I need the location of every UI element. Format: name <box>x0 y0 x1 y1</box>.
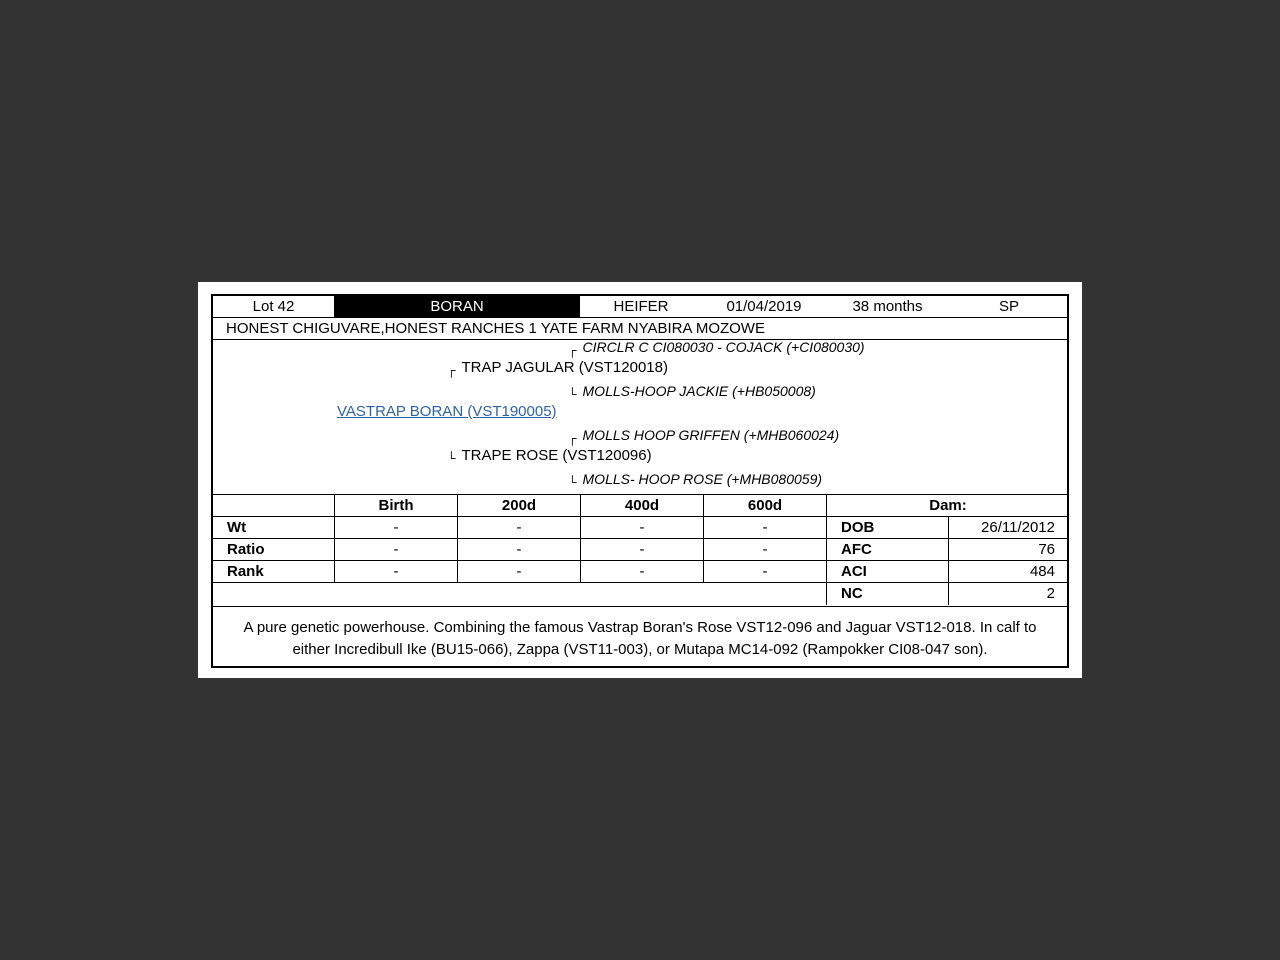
performance-table <box>213 495 1067 605</box>
bracket-top-icon: ┌ <box>568 431 577 445</box>
bracket-bottom-icon: └ <box>568 387 577 401</box>
dam-info-label: AFC <box>826 539 948 561</box>
column-header: 200d <box>457 495 580 517</box>
sire-dam-name: MOLLS-HOOP JACKIE (+HB050008) <box>582 383 816 399</box>
table-cell: - <box>334 517 457 539</box>
row-label: Wt <box>213 517 334 539</box>
table-cell: - <box>457 539 580 561</box>
table-row <box>213 583 1067 605</box>
lot-description <box>213 606 1067 666</box>
table-corner <box>213 495 334 517</box>
lot-sheet <box>198 282 1082 678</box>
pedigree-section <box>213 340 1067 495</box>
sire-sire-name: CIRCLR C CI080030 - COJACK (+CI080030) <box>582 339 865 355</box>
table-cell: - <box>334 539 457 561</box>
sire-line <box>447 358 668 378</box>
code-label: SP <box>998 298 1019 315</box>
table-cell: - <box>457 517 580 539</box>
dam-info-value: 484 <box>948 561 1069 583</box>
table-cell: - <box>580 561 703 583</box>
table-row <box>213 517 1067 539</box>
column-header: 600d <box>703 495 826 517</box>
dam-info-label: ACI <box>826 561 948 583</box>
table-cell: - <box>580 517 703 539</box>
dam-dam-line <box>568 469 822 490</box>
animal-line <box>337 402 557 422</box>
breed-label: BORAN <box>334 296 580 317</box>
description-line-2: either Incredibull Ike (BU15-066), Zappa (VST11-003), or Mutapa MC14-092 (Rampokker CI08-047 son). <box>292 641 988 658</box>
sire-dam-line <box>568 381 816 402</box>
row-label: Rank <box>213 561 334 583</box>
table-header-row <box>213 495 1067 517</box>
owner-address: HONEST CHIGUVARE,HONEST RANCHES 1 YATE FARM NYABIRA MOZOWE <box>226 320 765 337</box>
bracket-bottom-icon: └ <box>568 475 577 489</box>
table-cell: - <box>703 561 826 583</box>
sire-sire-line <box>568 337 865 358</box>
table-blank-cell <box>213 583 826 605</box>
table-cell: - <box>334 561 457 583</box>
description-line-1: A pure genetic powerhouse. Combining the famous Vastrap Boran's Rose VST12-096 and Jaguar VST12-018. In calf to <box>243 619 1037 636</box>
column-header: 400d <box>580 495 703 517</box>
dam-line <box>447 446 652 466</box>
lot-header-row <box>213 296 1067 318</box>
table-cell: - <box>457 561 580 583</box>
table-row <box>213 539 1067 561</box>
sex-label: HEIFER <box>613 298 669 315</box>
dam-sire-name: MOLLS HOOP GRIFFEN (+MHB060024) <box>582 427 840 443</box>
lot-card <box>211 294 1069 668</box>
dam-name: TRAPE ROSE (VST120096) <box>461 447 652 464</box>
row-label: Ratio <box>213 539 334 561</box>
dam-info-value: 26/11/2012 <box>948 517 1069 539</box>
dam-info-value: 76 <box>948 539 1069 561</box>
table-row <box>213 561 1067 583</box>
birth-date: 01/04/2019 <box>726 298 802 315</box>
table-cell: - <box>703 539 826 561</box>
dam-info-value: 2 <box>948 583 1069 605</box>
bracket-top-icon: ┌ <box>568 343 577 357</box>
dam-header: Dam: <box>826 495 1069 517</box>
dam-info-label: DOB <box>826 517 948 539</box>
dam-sire-line <box>568 425 839 446</box>
column-header: Birth <box>334 495 457 517</box>
table-cell: - <box>703 517 826 539</box>
animal-name-link[interactable]: VASTRAP BORAN (VST190005) <box>337 403 557 420</box>
lot-number: Lot 42 <box>252 298 295 315</box>
dam-dam-name: MOLLS- HOOP ROSE (+MHB080059) <box>582 471 823 487</box>
age-label: 38 months <box>852 298 923 315</box>
bracket-top-icon: ┌ <box>447 363 456 377</box>
bracket-bottom-icon: └ <box>447 451 456 465</box>
table-cell: - <box>580 539 703 561</box>
sire-name: TRAP JAGULAR (VST120018) <box>461 359 668 376</box>
dam-info-label: NC <box>826 583 948 605</box>
